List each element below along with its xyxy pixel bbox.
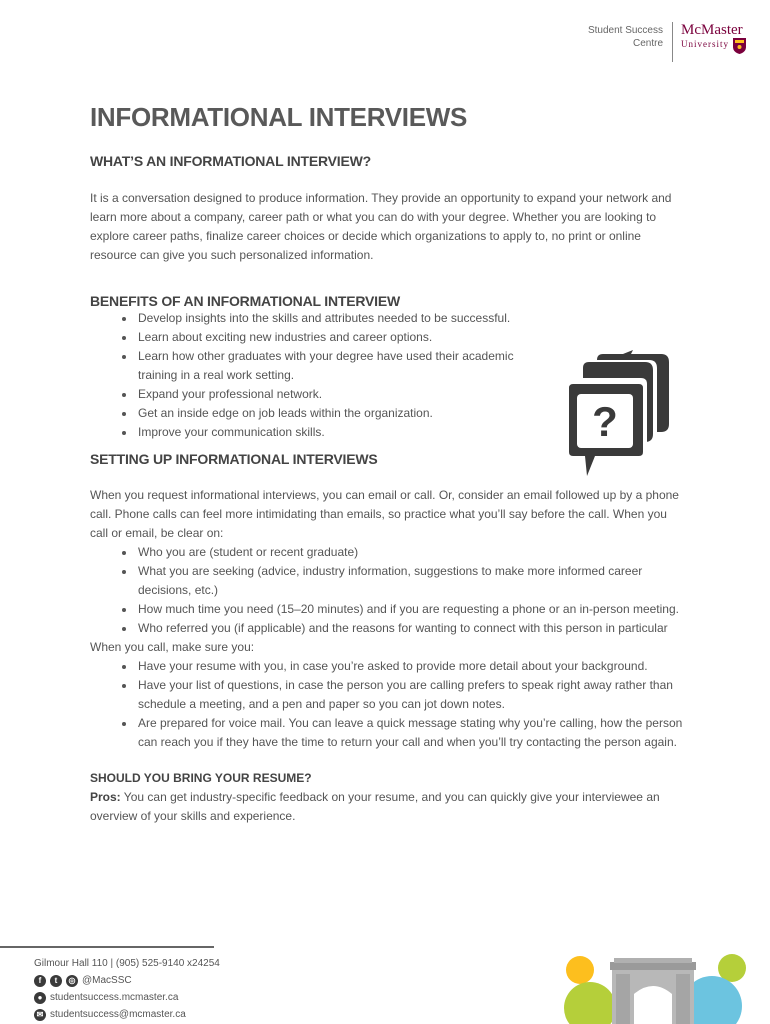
list-item: • Learn about exciting new industries and career options.	[136, 328, 556, 347]
facebook-icon[interactable]: f	[34, 975, 46, 987]
crest-icon	[733, 38, 746, 54]
list-item: • What you are seeking (advice, industry information, suggestions to make more informed career decisions, etc.)	[136, 562, 685, 600]
list-item: • Who referred you (if applicable) and the reasons for wanting to connect with this person in particular	[136, 619, 685, 638]
list-item: • Expand your professional network.	[136, 385, 556, 404]
list-item: • Learn how other graduates with your degree have used their academic training in a real work setting.	[136, 347, 556, 385]
list-item: • Have your resume with you, in case you’re asked to provide more detail about your background.	[136, 657, 685, 676]
section-heading-resume: SHOULD YOU BRING YOUR RESUME?	[90, 771, 312, 785]
mail-icon: ✉	[34, 1009, 46, 1021]
intro-paragraph: It is a conversation designed to produce information. They provide an opportunity to expand your network and learn more about a company, career path or what you can do with your degree. Whether you are looking to explore career paths, finalize career choices or decide which organizations to apply to, no print or online resource can give you such personalized information.	[90, 191, 672, 262]
website-link[interactable]: studentsuccess.mcmaster.ca	[50, 992, 179, 1003]
unit-line-2: Centre	[632, 38, 663, 49]
student-success-centre-wordmark	[588, 22, 672, 50]
pros-label: Pros:	[90, 790, 121, 804]
mcmaster-logo	[673, 22, 746, 54]
benefits-list	[90, 309, 556, 442]
footer-social	[34, 972, 220, 989]
globe-icon: ●	[34, 992, 46, 1004]
unit-line-1: Student Success	[587, 25, 663, 36]
header-logo	[588, 22, 746, 62]
instagram-icon[interactable]: ◎	[66, 975, 78, 987]
email-link[interactable]: studentsuccess@mcmaster.ca	[50, 1009, 186, 1020]
arch-building-icon	[610, 958, 696, 1024]
address-text: Gilmour Hall 110 | (905) 525-9140 x24254	[34, 958, 220, 969]
list-item: • Are prepared for voice mail. You can leave a quick message stating why you’re calling, how the person can reach you if they have the time to return your call and when you’ll try contacting the person again.	[136, 714, 685, 752]
setup-intro-paragraph: When you request informational interviews, you can email or call. Or, consider an email followed up by a phone call. Phone calls can feel more intimidating than emails, so practice what you’ll say before the call. When you call or email, be clear on:	[90, 488, 679, 540]
section-heading-what: WHAT’S AN INFORMATIONAL INTERVIEW?	[90, 153, 371, 169]
twitter-icon[interactable]: t	[50, 975, 62, 987]
footer-email	[34, 1006, 220, 1023]
footer-website	[34, 989, 220, 1006]
university-word: University	[681, 39, 729, 49]
section-heading-benefits: BENEFITS OF AN INFORMATIONAL INTERVIEW	[90, 293, 400, 309]
list-item: • Improve your communication skills.	[136, 423, 556, 442]
list-item: • Develop insights into the skills and attributes needed to be successful.	[136, 309, 556, 328]
university-name: McMaster	[681, 22, 743, 38]
list-item: • Get an inside edge on job leads within the organization.	[136, 404, 556, 423]
footer-divider	[0, 946, 214, 948]
footer-address	[34, 955, 220, 972]
footer-contact	[34, 955, 220, 1023]
list-item: • Have your list of questions, in case the person you are calling prefers to speak right away rather than schedule a meeting, and a pen and paper so you can jot down notes.	[136, 676, 685, 714]
page-title: INFORMATIONAL INTERVIEWS	[90, 102, 468, 132]
list-item: • Who you are (student or recent graduate)	[136, 543, 685, 562]
list-item: • How much time you need (15–20 minutes) and if you are requesting a phone or an in-person meeting.	[136, 600, 685, 619]
call-intro: When you call, make sure you:	[90, 640, 255, 654]
green-circle-shape-large	[564, 982, 616, 1024]
be-clear-list	[90, 543, 685, 638]
pros-text: You can get industry-specific feedback on your resume, and you can quickly give your interviewee an overview of your skills and experience.	[90, 790, 660, 823]
svg-text:?: ?	[592, 398, 618, 445]
pros-paragraph	[90, 788, 685, 826]
question-bubbles-icon	[561, 350, 673, 480]
call-checklist	[90, 657, 685, 752]
section-heading-setup: SETTING UP INFORMATIONAL INTERVIEWS	[90, 451, 378, 467]
yellow-circle-shape	[566, 956, 594, 984]
campus-arch-illustration	[560, 948, 770, 1024]
social-handle[interactable]: @MacSSC	[82, 975, 132, 986]
